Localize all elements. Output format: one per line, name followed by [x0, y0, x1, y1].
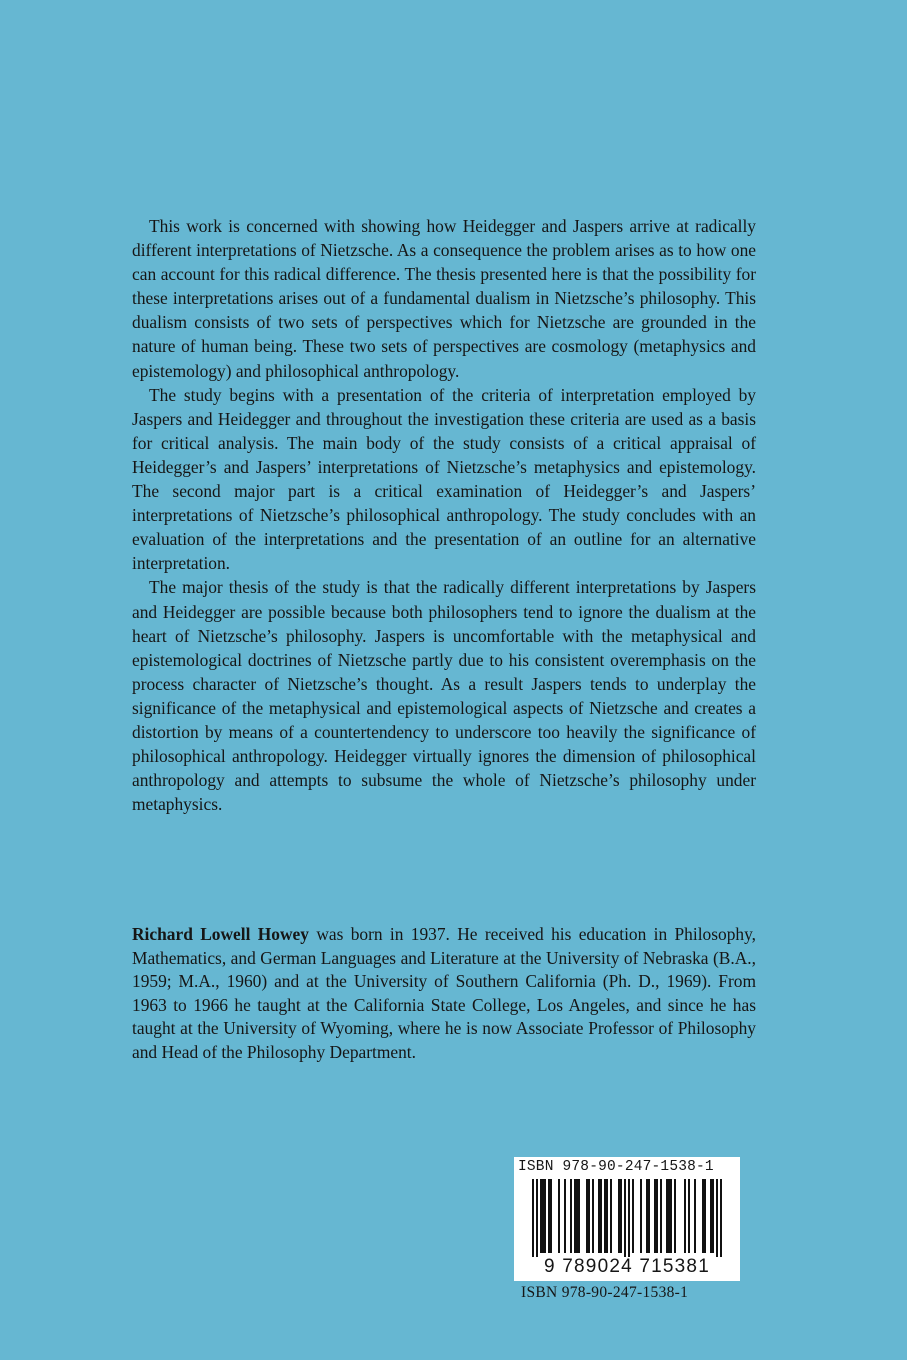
barcode-bar	[576, 1179, 578, 1253]
barcode-bar	[674, 1179, 676, 1253]
barcode-bar	[670, 1179, 672, 1253]
blurb-paragraph-1: This work is concerned with showing how Heidegger and Jaspers arrive at radically different interpretations of Nietzsche. As a consequence the problem arises as to how one can account for this radical difference. The thesis presented here is that the possibility for these interpretations arises out of a fundamental dualism in Nietzsche’s philosophy. This dualism consists of two sets of perspectives which for Nietzsche are grounded in the nature of human being. These two sets of perspectives are cosmology (metaphysics and epistemology) and philosophical anthropology.	[132, 216, 756, 381]
barcode-bar	[592, 1179, 594, 1253]
barcode-bars	[514, 1179, 740, 1257]
barcode-bar	[688, 1179, 690, 1253]
barcode-bar	[544, 1179, 546, 1253]
barcode-bar	[586, 1179, 588, 1253]
barcode-bar	[564, 1179, 566, 1253]
barcode-bar	[610, 1179, 612, 1253]
barcode-bar	[558, 1179, 560, 1253]
barcode-bar	[710, 1179, 712, 1253]
barcode-bar	[716, 1179, 718, 1257]
barcode-bar	[654, 1179, 656, 1253]
barcode-bar	[588, 1179, 590, 1253]
barcode-bar	[694, 1179, 696, 1253]
barcode-bar	[542, 1179, 544, 1253]
barcode-isbn-label: ISBN 978-90-247-1538-1	[518, 1159, 714, 1175]
barcode-bar	[720, 1179, 722, 1257]
barcode-bar	[606, 1179, 608, 1253]
barcode-bar	[646, 1179, 648, 1253]
barcode-bar	[684, 1179, 686, 1253]
barcode-bar	[550, 1179, 552, 1253]
barcode-bar	[668, 1179, 670, 1253]
barcode-bar	[648, 1179, 650, 1253]
barcode-bar	[598, 1179, 600, 1253]
barcode-bar	[578, 1179, 580, 1253]
blurb-paragraph-3: The major thesis of the study is that the radically different interpretations by Jaspers and Heidegger are possible because both philosophers tend to ignore the dualism at the heart of Nietzsche’s philosophy. Jaspers is uncomfortable with the metaphysical and epistemological doctrines of Nietzsche partly due to his consistent overemphasis on the process character of Nietzsche’s thought. As a result Jaspers tends to underplay the significance of the metaphysical and epistemological aspects of Nietzsche and creates a distortion by means of a countertendency to underscore too heavily the significance of philosophical anthropology. Heidegger virtually ignores the dimension of philosophical anthropology and attempts to subsume the whole of Nietzsche’s philosophy under metaphysics.	[132, 577, 756, 815]
barcode-bar	[600, 1179, 602, 1253]
barcode-digits: 9 789024 715381	[544, 1256, 710, 1277]
barcode-bar	[540, 1179, 542, 1253]
blurb-paragraph-2: The study begins with a presentation of the criteria of interpretation employed by Jaspers and Heidegger and throughout the investigation these criteria are used as a basis for critical analysis. The main body of the study consists of a critical appraisal of Heidegger’s and Jaspers’ interpretations of Nietzsche’s metaphysics and epistemology. The second major part is a critical examination of Heidegger’s and Jaspers’ interpretations of Nietzsche’s philosophical anthropology. The study concludes with an evaluation of the interpretations and the presentation of an outline for an alternative interpretation.	[132, 384, 756, 574]
barcode-bar	[712, 1179, 714, 1253]
barcode-bar	[628, 1179, 630, 1257]
barcode-bar	[570, 1179, 572, 1253]
author-bio-text: was born in 1937. He received his education in Philosophy, Mathematics, and German Languages and Literature at the University of Nebraska (B.A., 1959; M.A., 1960) and at the University of Southern California (Ph. D., 1969). From 1963 to 1966 he taught at the California State College, Los Angeles, and since he has taught at the University of Wyoming, where he is now Associate Professor of Philosophy and Head of the Philosophy Department.	[132, 924, 757, 1062]
barcode-bar	[704, 1179, 706, 1253]
author-bio-paragraph	[132, 923, 756, 1065]
barcode-bar	[618, 1179, 620, 1253]
barcode-bar	[624, 1179, 626, 1257]
barcode-bar	[574, 1179, 576, 1253]
barcode-bar	[620, 1179, 622, 1253]
barcode-bar	[548, 1179, 550, 1253]
description-text	[132, 214, 756, 816]
author-bio	[132, 923, 756, 1065]
barcode-bar	[660, 1179, 662, 1253]
barcode-bar	[702, 1179, 704, 1253]
barcode-bar	[656, 1179, 658, 1253]
barcode-bar	[532, 1179, 534, 1257]
barcode-bar	[604, 1179, 606, 1253]
isbn-text: ISBN 978-90-247-1538-1	[521, 1284, 689, 1301]
barcode-bar	[666, 1179, 668, 1253]
barcode-bar	[536, 1179, 538, 1257]
barcode-bar	[632, 1179, 634, 1253]
barcode-box	[514, 1157, 740, 1281]
barcode-bar	[640, 1179, 642, 1253]
author-name: Richard Lowell Howey	[132, 924, 309, 944]
